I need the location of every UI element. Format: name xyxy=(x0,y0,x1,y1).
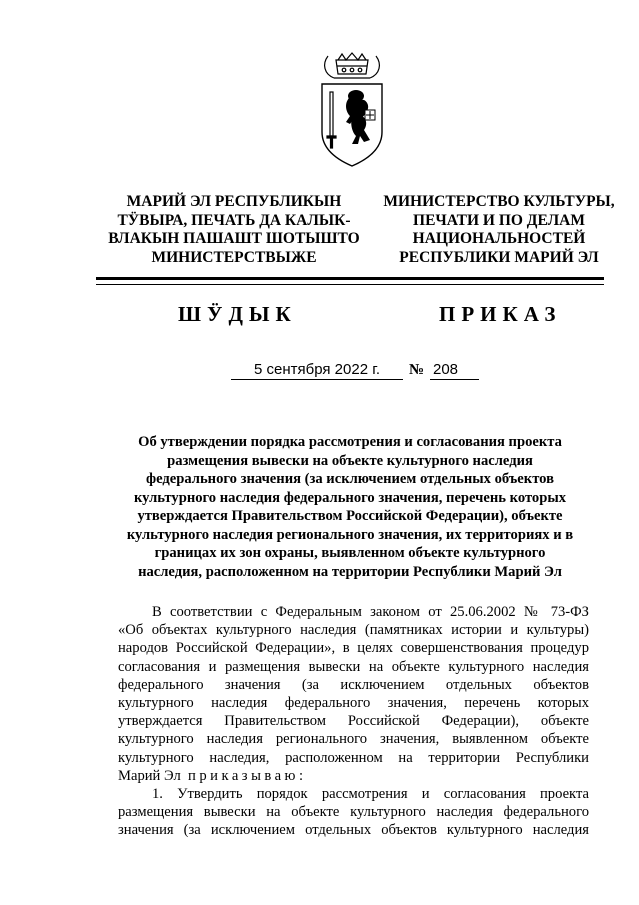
order-title-line: границах их зон охраны, выявленном объекте культурного xyxy=(154,545,546,561)
order-title-line: культурного наследия регионального значения, их территориях и в xyxy=(126,526,574,543)
doc-type-russian: ПРИКАЗ xyxy=(439,302,562,326)
paragraph-line xyxy=(118,767,589,785)
paragraph-line-prefix: Марий Эл xyxy=(118,767,181,784)
org-name-russian-line: РЕСПУБЛИКИ МАРИЙ ЭЛ xyxy=(399,248,599,266)
header-divider-thick xyxy=(96,277,604,280)
order-title-line: наследия, расположенном на территории Республики Марий Эл xyxy=(138,563,562,580)
order-title-line: размещения вывески на объекте культурного наследия xyxy=(167,452,533,469)
paragraph-line: культурного наследия, расположенном на территории Республики xyxy=(118,749,589,766)
org-name-russian-line: МИНИСТЕРСТВО КУЛЬТУРЫ, xyxy=(383,193,615,210)
header-divider-thin xyxy=(96,284,604,285)
paragraph-line: согласования и размещения вывески на объекте культурного наследия xyxy=(118,658,589,675)
paragraph-line: культурного наследия федерального значения, перечень которых xyxy=(118,694,589,711)
order-title-line: федерального значения (за исключением отдельных объектов xyxy=(145,471,554,487)
paragraph-line: значения (за исключением отдельных объектов культурного наследия xyxy=(118,822,589,839)
order-date: 5 сентября 2022 г. xyxy=(231,361,403,380)
paragraph-line: В соответствии с Федеральным законом от 25.06.2002 № 73-ФЗ xyxy=(152,604,589,620)
org-name-russian xyxy=(363,193,635,267)
paragraph-line: «Об объектах культурного наследия (памятниках истории и культуры) xyxy=(118,622,589,639)
order-title-line: культурного наследия федерального значения, перечень которых xyxy=(133,489,567,506)
org-name-mari xyxy=(103,193,365,267)
paragraph-line: утверждается Правительством Российской Федерации), объекте xyxy=(118,713,589,730)
mari-el-coat-of-arms-icon xyxy=(316,52,388,168)
org-name-russian-line: НАЦИОНАЛЬНОСТЕЙ xyxy=(412,230,586,247)
paragraph-line: народов Российской Федерации», в целях совершенствования процедур xyxy=(118,640,589,657)
paragraph-line: федерального значения (за исключением отдельных объектов xyxy=(118,676,589,693)
preamble-paragraph xyxy=(118,603,589,785)
order-title-line: Об утверждении порядка рассмотрения и согласования проекта xyxy=(138,434,562,450)
org-name-mari-line: ВЛАКЫН ПАШАШТ ШОТЫШТО xyxy=(108,230,360,247)
paragraph-line: 1. Утвердить порядок рассмотрения и согласования проекта xyxy=(152,786,589,802)
org-name-mari-line: ТӰВЫРА, ПЕЧАТЬ ДА КАЛЫК- xyxy=(117,211,351,229)
org-name-mari-line: МАРИЙ ЭЛ РЕСПУБЛИКЫН xyxy=(126,193,342,210)
order-item-1 xyxy=(118,785,589,840)
order-title xyxy=(100,433,600,581)
doc-type-mari: ШӰДЫК xyxy=(178,302,297,326)
paragraph-line: культурного наследия регионального значения, выявленном объекте xyxy=(118,731,589,748)
order-number: 208 xyxy=(430,361,479,380)
order-title-line: утверждается Правительством Российской Федерации), объекте xyxy=(137,508,563,524)
org-name-russian-line: ПЕЧАТИ И ПО ДЕЛАМ xyxy=(413,211,585,229)
order-number-sign: № xyxy=(409,362,425,378)
order-verb: приказываю: xyxy=(188,767,307,784)
org-name-mari-line: МИНИСТЕРСТВЫЖЕ xyxy=(151,248,317,266)
paragraph-line: размещения вывески на объекте культурного наследия федерального xyxy=(118,804,589,821)
